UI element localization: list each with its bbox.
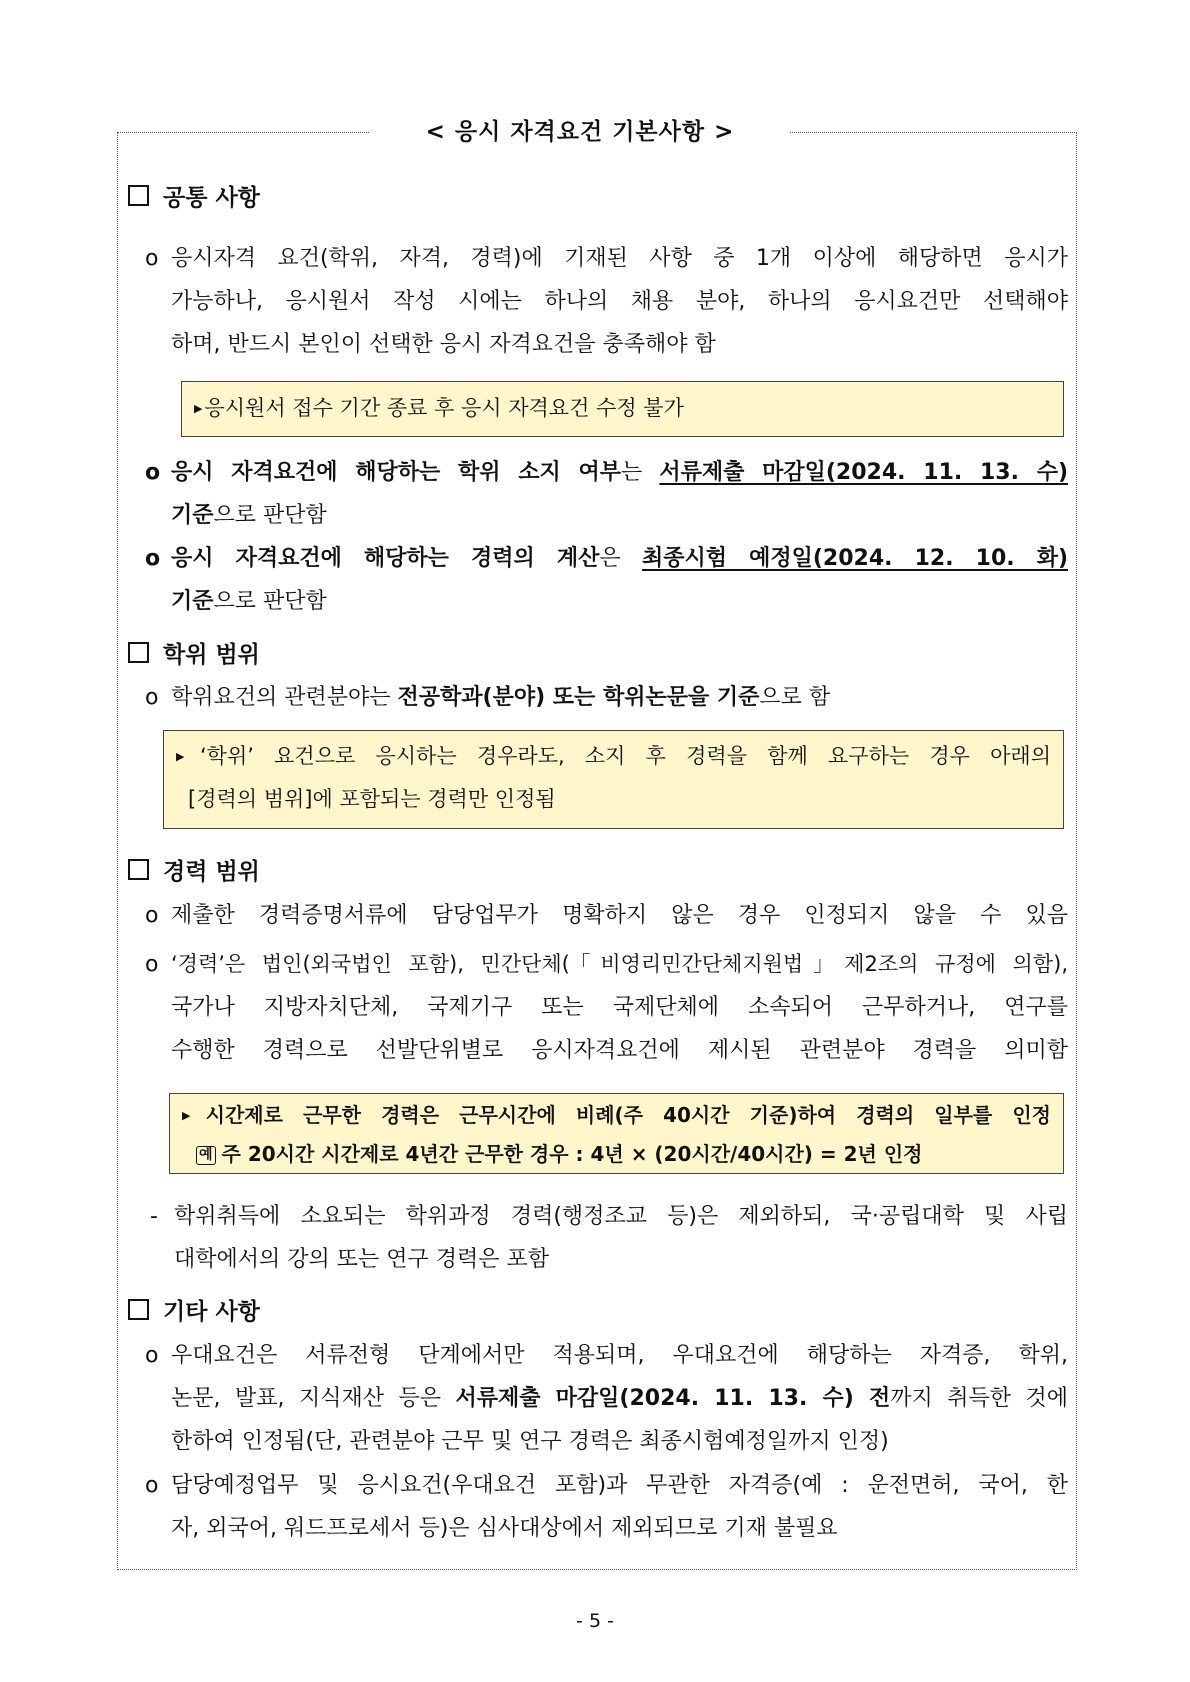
career-paragraph-1: ο 제출한 경력증명서류에 담당업무가 명확하지 않은 경우 인정되지 않을 수 있음 — [145, 903, 1068, 928]
triangle-bullet-icon: ▶ — [182, 1109, 204, 1122]
common-paragraph-3: ο 응시 자격요건에 해당하는 경력의 계산은 최종시험 예정일(2024. 12. 10. 화) 기준으로 판단함 — [145, 546, 1069, 614]
section-heading-degree: 학위 범위 — [128, 640, 260, 670]
checkbox-square-icon — [128, 1299, 149, 1320]
page-title: < 응시 자격요건 기본사항 > — [370, 112, 790, 152]
checkbox-square-icon — [128, 859, 149, 880]
checkbox-square-icon — [128, 185, 149, 206]
checkbox-square-icon — [128, 642, 149, 663]
etc-paragraph-1: ο 우대요건은 서류전형 단계에서만 적용되며, 우대요건에 해당하는 자격증, 학위, 논문, 발표, 지식재산 등은 서류제출 마감일(2024. 11. 13. 수) 전까지 취득한 것에 한하여 인정됨(단, 관련분야 근무 및 연구 경력은 최종시험예정일까지 인정) — [145, 1343, 1068, 1454]
note-box-degree: ▶‘학위’ 요건으로 응시하는 경우라도, 소지 후 경력을 함께 요구하는 경우 아래의 [경력의 범위]에 포함되는 경력만 인정됨 — [163, 730, 1064, 829]
section-heading-career: 경력 범위 — [128, 857, 260, 887]
triangle-bullet-icon: ▶ — [176, 750, 198, 763]
career-paragraph-2: ο ‘경력’은 법인(외국법인 포함), 민간단체(「비영리민간단체지원법」제2조의 규정에 의함), 국가나 지방자치단체, 국제기구 또는 국제단체에 소속되어 근무하거나, 연구를 수행한 경력으로 선발단위별로 응시자격요건에 제시된 관련분야 경력을 의미함 — [145, 952, 1068, 1063]
common-paragraph-2: ο 응시 자격요건에 해당하는 학위 소지 여부는 서류제출 마감일(2024. 11. 13. 수) 기준으로 판단함 — [145, 460, 1068, 528]
note-box-career: ▶ 시간제로 근무한 경력은 근무시간에 비례(주 40시간 기준)하여 경력의 일부를 인정 예 주 20시간 시간제로 4년간 근무한 경우 : 4년 × (20시간/40시간) = 2년 인정 — [169, 1093, 1064, 1174]
page-number: - 5 - — [576, 1610, 614, 1632]
career-dash-item: - 학위취득에 소요되는 학위과정 경력(행정조교 등)은 제외하되, 국·공립대학 및 사립 대학에서의 강의 또는 연구 경력은 포함 — [150, 1204, 1068, 1272]
common-paragraph-1: ο 응시자격 요건(학위, 자격, 경력)에 기재된 사항 중 1개 이상에 해당하면 응시가 가능하나, 응시원서 작성 시에는 하나의 채용 분야, 하나의 응시요건만 선택해야 하며, 반드시 본인이 선택한 응시 자격요건을 충족해야 함 — [145, 246, 1068, 357]
section-heading-etc: 기타 사항 — [128, 1297, 260, 1327]
note-box-application: ▶응시원서 접수 기간 종료 후 응시 자격요건 수정 불가 — [181, 381, 1064, 437]
section-heading-common: 공통 사항 — [128, 183, 260, 213]
example-badge: 예 — [196, 1146, 216, 1165]
degree-paragraph-1: ο 학위요건의 관련분야는 전공학과(분야) 또는 학위논문을 기준으로 함 — [145, 685, 831, 710]
triangle-bullet-icon: ▶ — [194, 402, 203, 415]
etc-paragraph-2: ο 담당예정업무 및 응시요건(우대요건 포함)과 무관한 자격증(예 : 운전면허, 국어, 한 자, 외국어, 워드프로세서 등)은 심사대상에서 제외되므로 기재 불필요 — [145, 1473, 1068, 1541]
